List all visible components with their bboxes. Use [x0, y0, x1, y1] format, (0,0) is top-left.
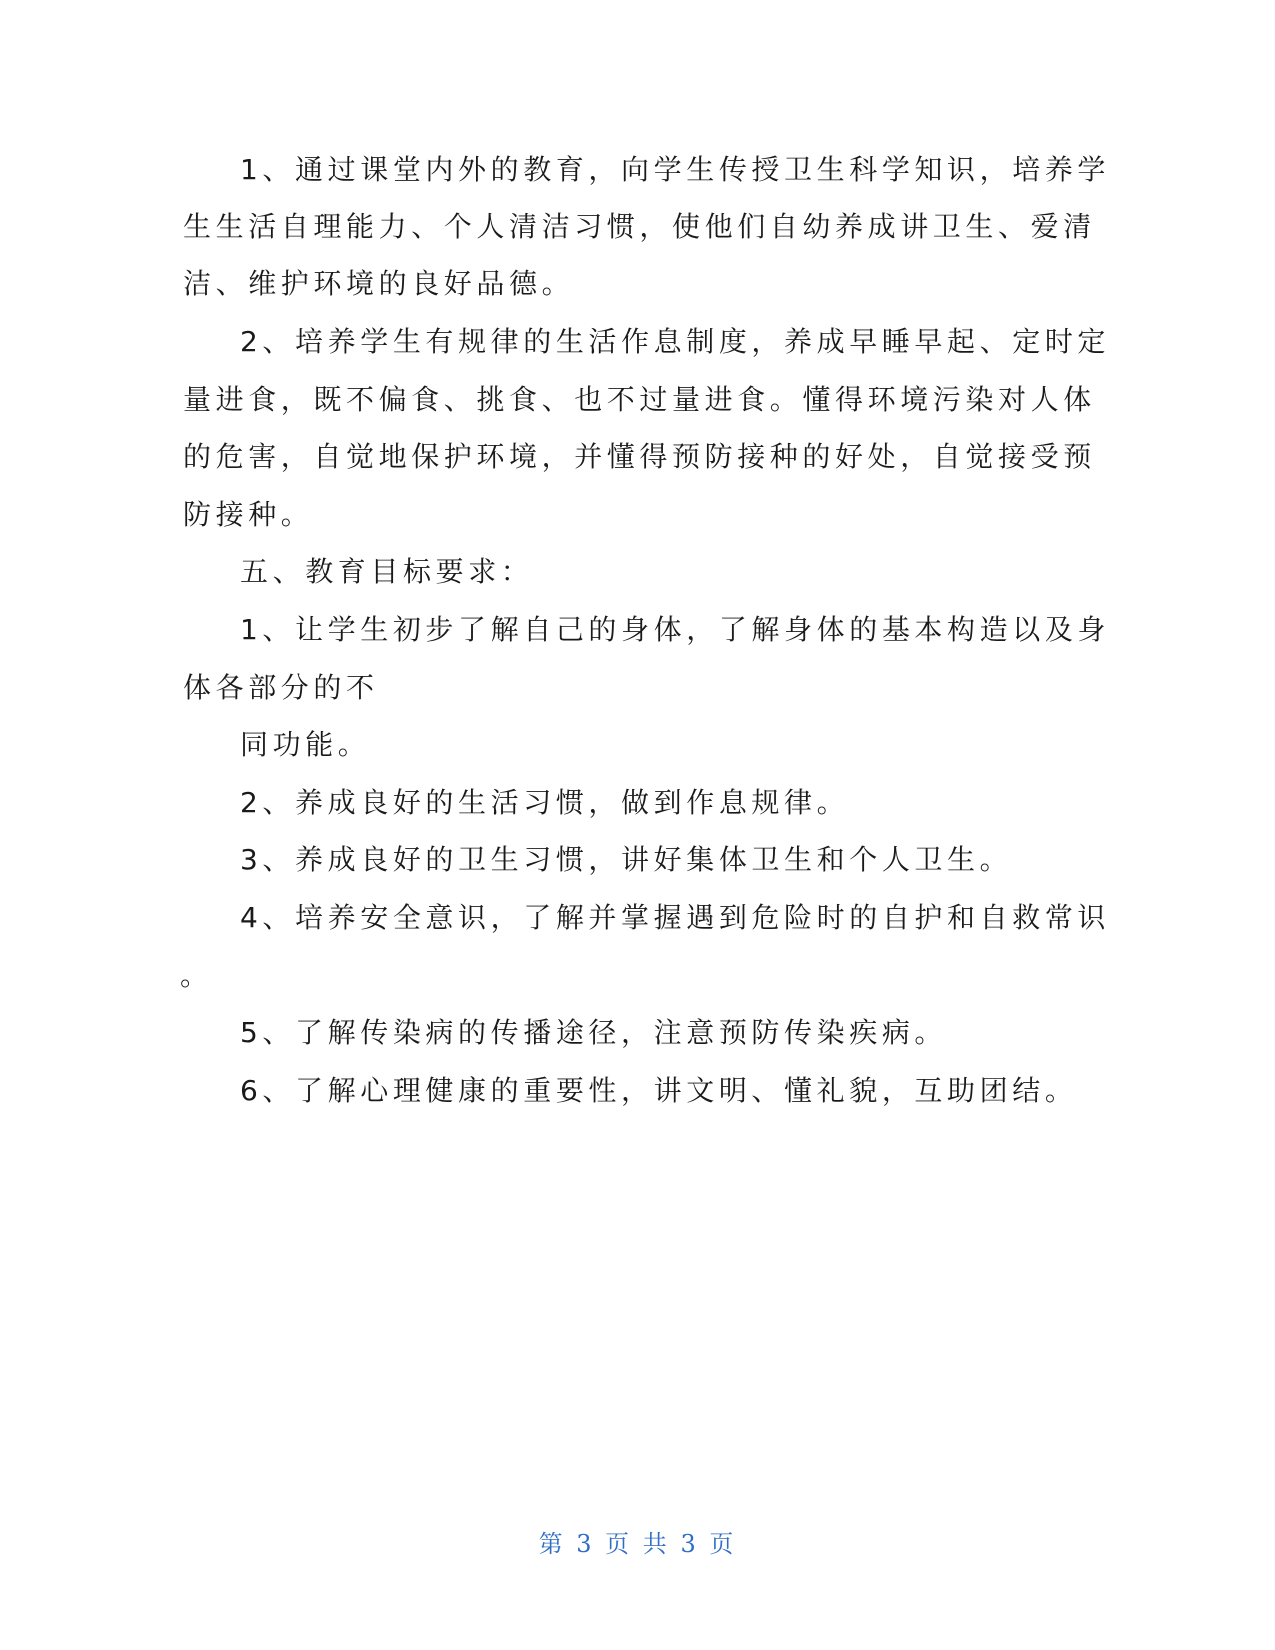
paragraph-1-line-3: 洁、维护环境的良好品德。 [183, 267, 575, 300]
goal-4-line-1: 4、培养安全意识，了解并掌握遇到危险时的自护和自救常识 [240, 901, 1111, 934]
goal-1-line-1: 1、让学生初步了解自己的身体，了解身体的基本构造以及身 [240, 613, 1111, 646]
goal-4-line-2: 。 [180, 959, 213, 992]
paragraph-1-line-2: 生生活自理能力、个人清洁习惯，使他们自幼养成讲卫生、爱清 [183, 210, 1096, 243]
goal-6: 6、了解心理健康的重要性，讲文明、懂礼貌，互助团结。 [240, 1074, 1078, 1107]
goal-1-line-2: 体各部分的不 [183, 671, 379, 704]
page-number: 第 3 页 共 3 页 [538, 1530, 737, 1558]
goal-5: 5、了解传染病的传播途径，注意预防传染疾病。 [240, 1016, 948, 1049]
paragraph-2-line-4: 防接种。 [183, 498, 314, 531]
section-heading: 五、教育目标要求： [240, 555, 534, 588]
paragraph-2-line-1: 2、培养学生有规律的生活作息制度，养成早睡早起、定时定 [240, 325, 1111, 358]
goal-2: 2、养成良好的生活习惯，做到作息规律。 [240, 786, 850, 819]
goal-3: 3、养成良好的卫生习惯，讲好集体卫生和个人卫生。 [240, 843, 1013, 876]
paragraph-2-line-3: 的危害，自觉地保护环境，并懂得预防接种的好处，自觉接受预 [183, 440, 1096, 473]
paragraph-2-line-2: 量进食，既不偏食、挑食、也不过量进食。懂得环境污染对人体 [183, 383, 1096, 416]
paragraph-1-line-1: 1、通过课堂内外的教育，向学生传授卫生科学知识，培养学 [240, 153, 1111, 186]
goal-1-line-3: 同功能。 [240, 728, 371, 761]
